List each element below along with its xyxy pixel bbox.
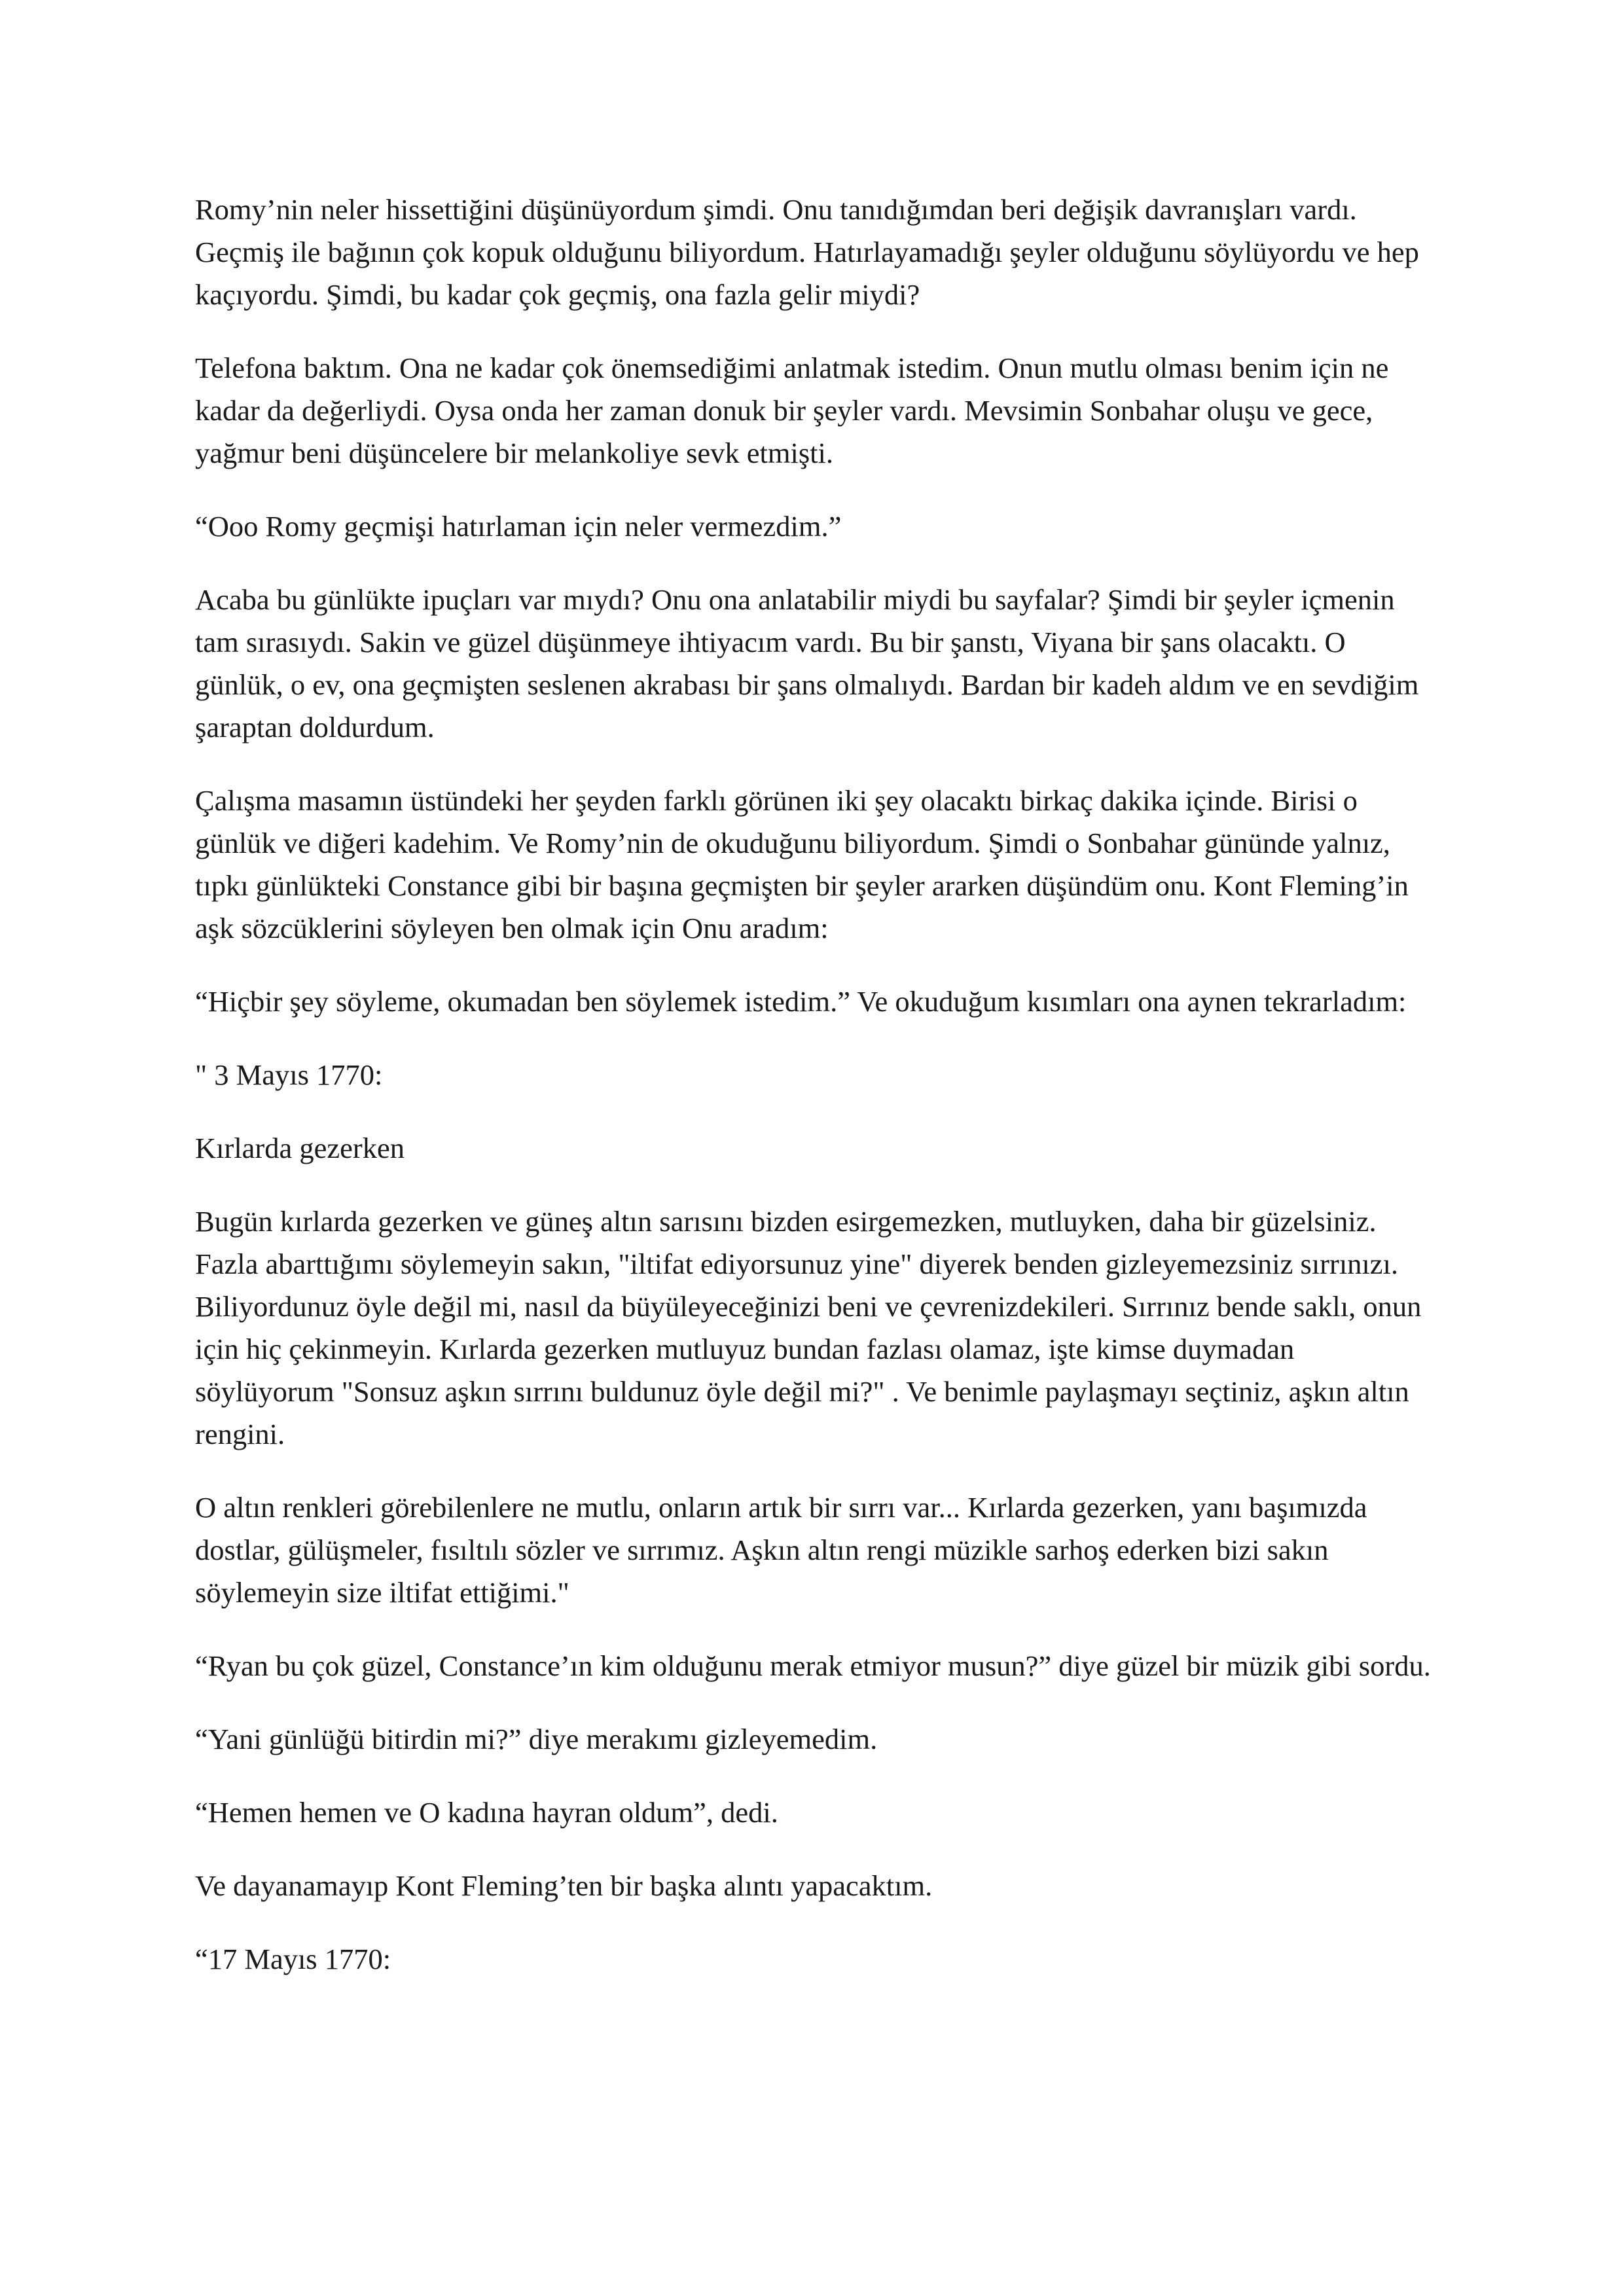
paragraph-3: “Ooo Romy geçmişi hatırlaman için neler vermezdim.”	[195, 510, 842, 543]
paragraph-4: Acaba bu günlükte ipuçları var mıydı? Onu ona anlatabilir miydi bu sayfalar? Şimdi bir şeyler içmenin tam sırasıydı. Sakin ve güzel düşünmeye ihtiyacım vardı. Bu bir şanstı, Viyana bir şans olacaktı. O günlük, o ev, ona geçmişten seslenen akrabası bir şans olmalıydı. Bardan bir kadeh aldım ve en sevdiğim şaraptan doldurdum.	[195, 583, 1419, 744]
paragraph-5: Çalışma masamın üstündeki her şeyden farklı görünen iki şey olacaktı birkaç dakika içinde. Birisi o günlük ve diğeri kadehim. Ve Romy’nin de okuduğunu biliyordum. Şimdi o Sonbahar gününde yalnız, tıpkı günlükteki Constance gibi bir başına geçmişten bir şeyler ararken düşündüm onu. Kont Fleming’in aşk sözcüklerini söyleyen ben olmak için Onu aradım:	[195, 784, 1409, 944]
paragraph-10: O altın renkleri görebilenlere ne mutlu, onların artık bir sırrı var... Kırlarda gezerken, yanı başımızda dostlar, gülüşmeler, fısıltılı sözler ve sırrımız. Aşkın altın rengi müzikle sarhoş ederken bizi sakın söylemeyin size iltifat ettiğimi."	[195, 1491, 1367, 1609]
diary-date-heading-2: “17 Mayıs 1770:	[195, 1943, 391, 1975]
paragraph-12: “Yani günlüğü bitirdin mi?” diye merakımı gizleyemedim.	[195, 1723, 878, 1755]
paragraph-9: Bugün kırlarda gezerken ve güneş altın sarısını bizden esirgemezken, mutluyken, daha bir güzelsiniz. Fazla abarttığımı söylemeyin sakın, "iltifat ediyorsunuz yine" diyerek benden gizleyemezsiniz sırrınızı. Biliyordunuz öyle değil mi, nasıl da büyüleyeceğinizi beni ve çevrenizdekileri. Sırrınız bende saklı, onun için hiç çekinmeyin. Kırlarda gezerken mutluyuz bundan fazlası olamaz, işte kimse duymadan söylüyorum "Sonsuz aşkın sırrını buldunuz öyle değil mi?" . Ve benimle paylaşmayı seçtiniz, aşkın altın rengini.	[195, 1205, 1422, 1450]
paragraph-13: “Hemen hemen ve O kadına hayran oldum”, dedi.	[195, 1796, 778, 1829]
diary-date-heading: " 3 Mayıs 1770:	[195, 1058, 383, 1091]
paragraph-11: “Ryan bu çok güzel, Constance’ın kim olduğunu merak etmiyor musun?” diye güzel bir müzik gibi sordu.	[195, 1649, 1431, 1682]
document-body	[195, 188, 1439, 2011]
diary-entry-title: Kırlarda gezerken	[195, 1132, 405, 1164]
paragraph-1: Romy’nin neler hissettiğini düşünüyordum şimdi. Onu tanıdığımdan beri değişik davranışları vardı. Geçmiş ile bağının çok kopuk olduğunu biliyordum. Hatırlayamadığı şeyler olduğunu söylüyordu ve hep kaçıyordu. Şimdi, bu kadar çok geçmiş, ona fazla gelir miydi?	[195, 193, 1419, 311]
paragraph-6: “Hiçbir şey söyleme, okumadan ben söylemek istedim.” Ve okuduğum kısımları ona aynen tekrarladım:	[195, 985, 1407, 1018]
paragraph-2: Telefona baktım. Ona ne kadar çok önemsediğimi anlatmak istedim. Onun mutlu olması benim için ne kadar da değerliydi. Oysa onda her zaman donuk bir şeyler vardı. Mevsimin Sonbahar oluşu ve gece, yağmur beni düşüncelere bir melankoliye sevk etmişti.	[195, 351, 1389, 469]
paragraph-14: Ve dayanamayıp Kont Fleming’ten bir başka alıntı yapacaktım.	[195, 1869, 933, 1902]
